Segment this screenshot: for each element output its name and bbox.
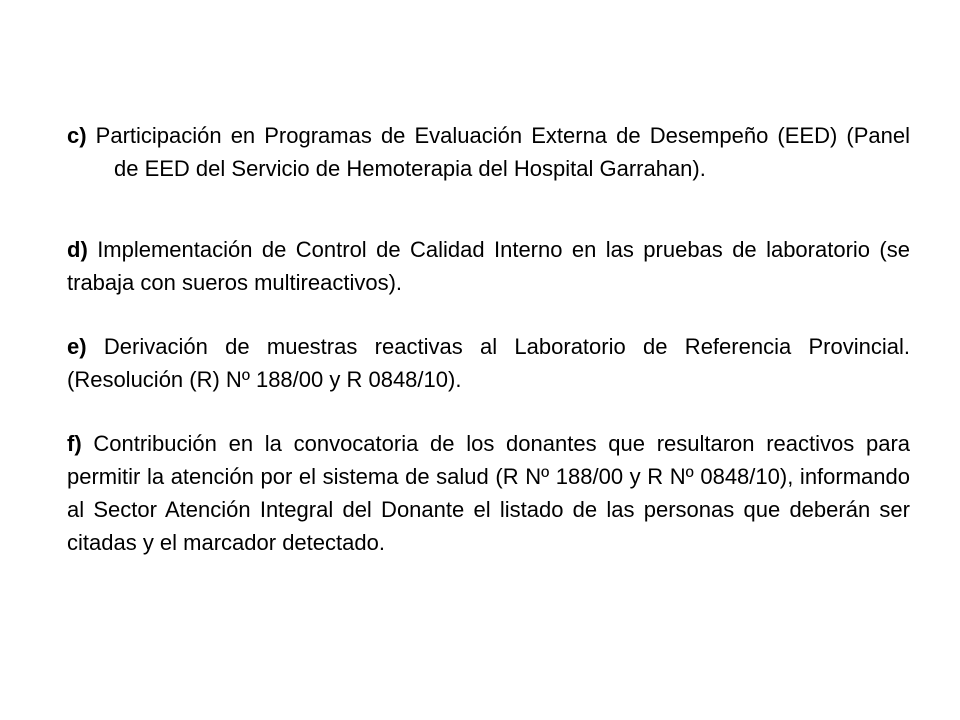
item-text-d: Implementación de Control de Calidad Interno en las pruebas de laboratorio (se trabaja con sueros multireactivos). — [67, 237, 910, 295]
item-text-f: Contribución en la convocatoria de los donantes que resultaron reactivos para permitir la atención por el sistema de salud (R Nº 188/00 y R Nº 0848/10), informando al Sector Atención Integral del Donante el listado de las personas que deberán ser citadas y el marcador detectado. — [67, 431, 910, 555]
item-text-c: Participación en Programas de Evaluación Externa de Desempeño (EED) (Panel de EED del Servicio de Hemoterapia del Hospital Garrahan). — [95, 123, 910, 181]
list-item-f — [67, 427, 910, 559]
item-marker-e: e) — [67, 334, 87, 359]
list-item-c — [67, 119, 910, 185]
list-item-d — [67, 233, 910, 299]
list-item-e — [67, 330, 910, 396]
item-marker-d: d) — [67, 237, 88, 262]
item-text-e: Derivación de muestras reactivas al Laboratorio de Referencia Provincial. (Resolución (R) Nº 188/00 y R 0848/10). — [67, 334, 910, 392]
item-marker-f: f) — [67, 431, 82, 456]
item-marker-c: c) — [67, 123, 87, 148]
